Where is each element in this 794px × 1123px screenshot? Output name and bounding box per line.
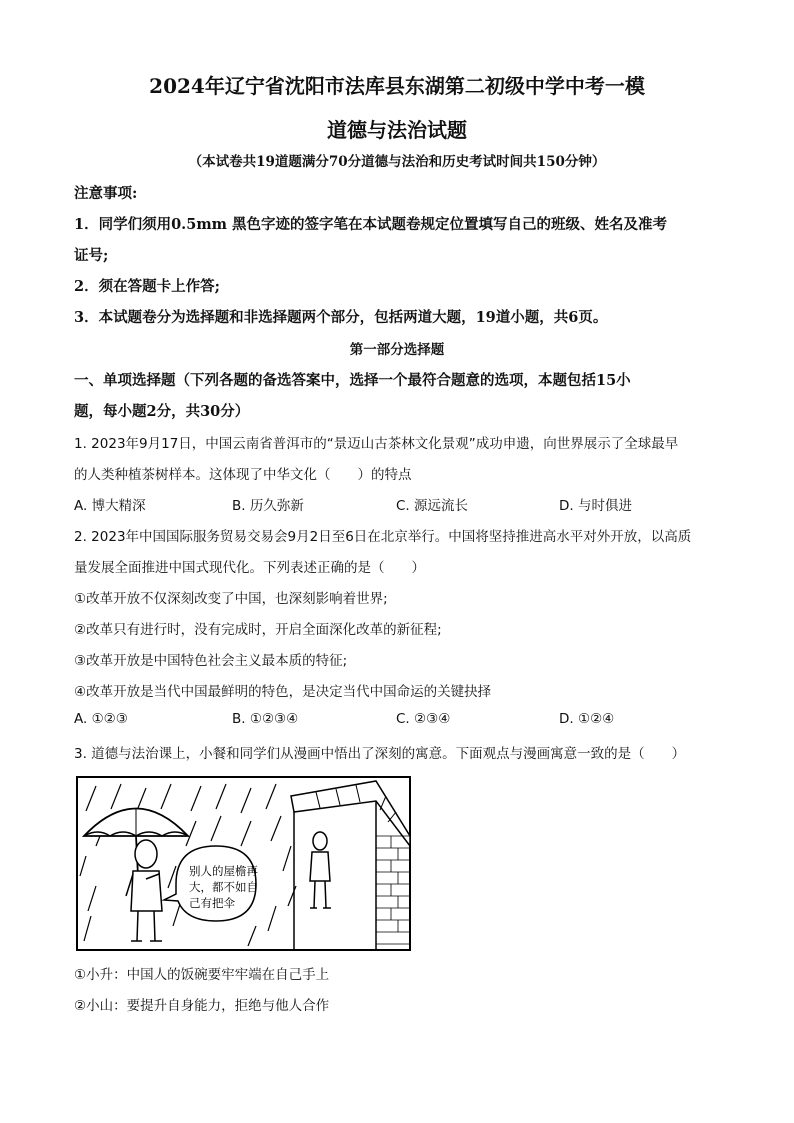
q2-stem-line2: 量发展全面推进中国式现代化。下列表述正确的是（ ） xyxy=(74,560,425,576)
section-heading-line1: 一、单项选择题（下列各题的备选答案中，选择一个最符合题意的选项，本题包括15小 xyxy=(74,372,631,389)
q3-statement-1: ①小升：中国人的饭碗要牢牢端在自己手上 xyxy=(74,967,330,983)
q2-statement-4: ④改革开放是当代中国最鲜明的特色，是决定当代中国命运的关键抉择 xyxy=(74,684,492,700)
q3-stem: 3. 道德与法治课上，小餐和同学们从漫画中悟出了深刻的寓意。下面观点与漫画寓意一致的是（ ） xyxy=(74,746,686,762)
bubble-line-2: 大，都不如自 xyxy=(189,880,258,894)
q2-option-b: B. ①②③④ xyxy=(232,711,299,727)
q1-option-b: B. 历久弥新 xyxy=(232,498,304,514)
part1-heading: 第一部分选择题 xyxy=(349,342,445,358)
q2-statement-3: ③改革开放是中国特色社会主义最本质的特征; xyxy=(74,653,348,669)
instruction-item-1-cont: 证号; xyxy=(74,247,109,264)
q2-option-a: A. ①②③ xyxy=(74,711,128,727)
q1-stem-line1: 1. 2023年9月17日，中国云南省普洱市的“景迈山古茶林文化景观”成功申遗，向世界展示了全球最早 xyxy=(74,436,679,452)
q2-option-c: C. ②③④ xyxy=(396,711,451,727)
q1-option-c: C. 源远流长 xyxy=(396,498,469,514)
exam-subject: 道德与法治试题 xyxy=(327,118,467,142)
q3-statement-2: ②小山：要提升自身能力，拒绝与他人合作 xyxy=(74,998,330,1014)
q3-cartoon xyxy=(76,776,411,951)
section-heading-line2: 题，每小题2分，共30分） xyxy=(74,403,250,420)
bubble-line-1: 别人的屋檐再 xyxy=(189,864,258,878)
instruction-item-1: 1．同学们须用0.5mm 黑色字迹的签字笔在本试题卷规定位置填写自己的班级、姓名及准考 xyxy=(74,216,668,233)
q2-statement-2: ②改革只有进行时，没有完成时，开启全面深化改革的新征程; xyxy=(74,622,442,638)
q1-option-d: D. 与时俱进 xyxy=(559,498,632,514)
instruction-item-3: 3．本试题卷分为选择题和非选择题两个部分，包括两道大题，19道小题，共6页。 xyxy=(74,309,608,326)
q1-option-a: A. 博大精深 xyxy=(74,498,146,514)
q2-stem-line1: 2. 2023年中国国际服务贸易交易会9月2日至6日在北京举行。中国将坚持推进高水平对外开放，以高质 xyxy=(74,529,692,545)
cartoon-illustration xyxy=(76,776,411,951)
q2-statement-1: ①改革开放不仅深刻改变了中国，也深刻影响着世界; xyxy=(74,591,388,607)
exam-note: （本试卷共19道题满分70分道德与法治和历史考试时间共150分钟） xyxy=(188,154,606,170)
instructions-heading: 注意事项: xyxy=(74,185,138,202)
instruction-item-2: 2．须在答题卡上作答; xyxy=(74,278,220,295)
bubble-line-3: 己有把伞 xyxy=(189,896,235,910)
exam-title: 2024年辽宁省沈阳市法库县东湖第二初级中学中考一模 xyxy=(149,74,645,98)
q1-stem-line2: 的人类种植茶树样本。这体现了中华文化（ ）的特点 xyxy=(74,467,412,483)
q2-option-d: D. ①②④ xyxy=(559,711,615,727)
